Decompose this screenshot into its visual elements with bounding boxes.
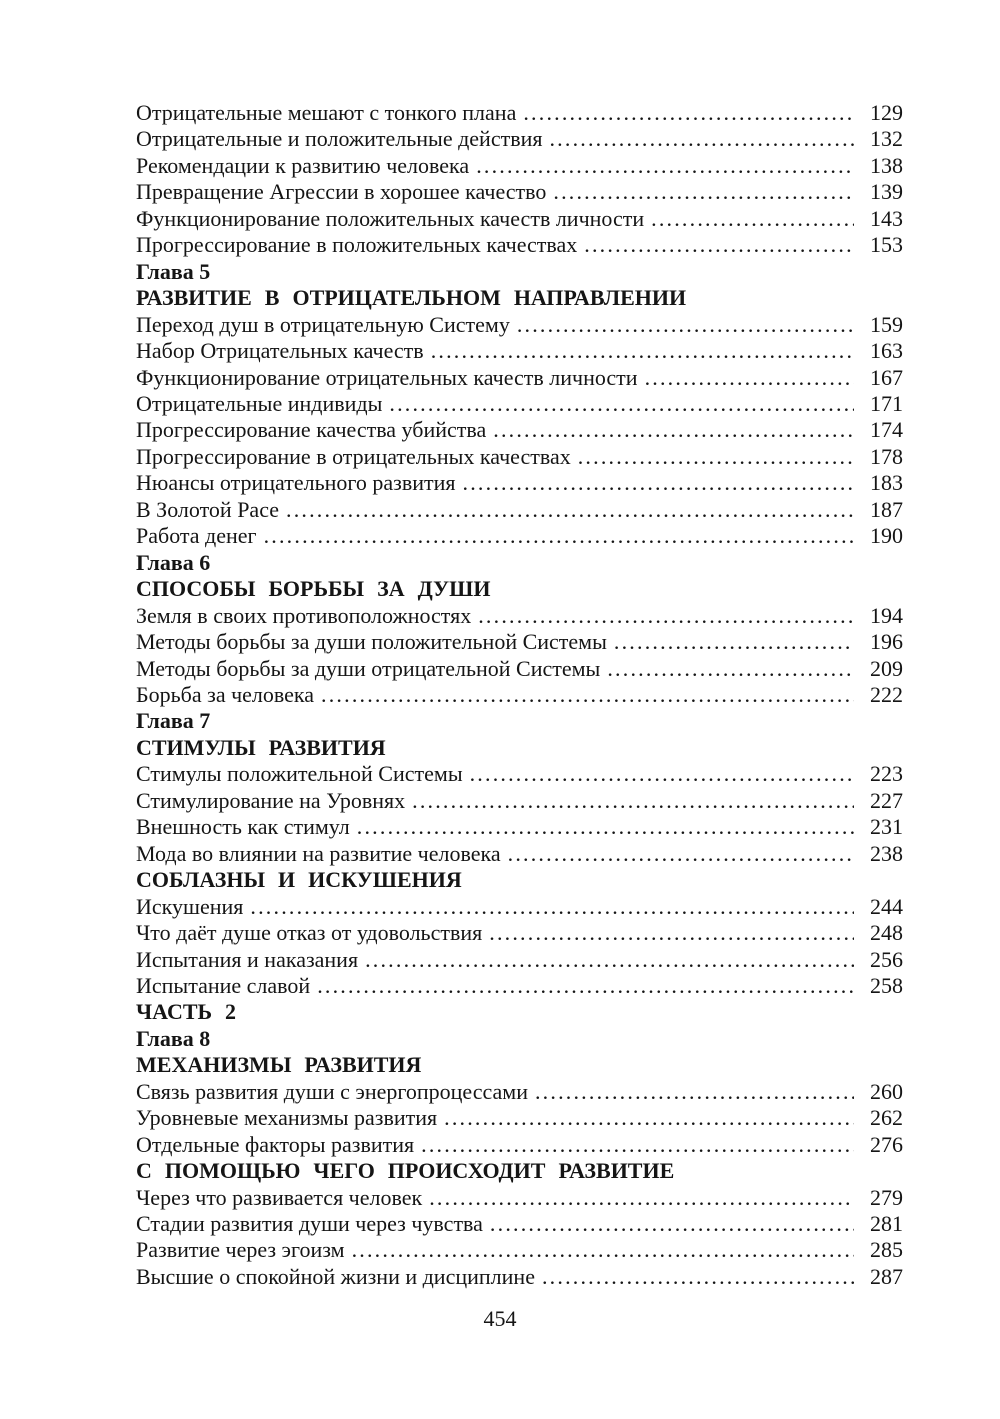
toc-entry [136,1211,903,1237]
toc-page-number: 262 [870,1105,903,1131]
toc-entry [136,973,903,999]
toc-entry-title: Прогрессирование в отрицательных качествах [136,443,571,469]
toc-entry-title: Рекомендации к развитию человека [136,152,470,178]
section-heading: СТИМУЛЫ РАЗВИТИЯ [136,734,386,760]
chapter-heading: Глава 5 [136,258,211,284]
toc-page-number: 260 [870,1078,903,1104]
toc-entry [136,603,903,629]
toc-dot-leader [508,841,854,867]
toc-page-number: 244 [870,893,903,919]
toc-entry [136,761,903,787]
toc-page-number: 194 [870,602,903,628]
toc-page-number: 132 [870,126,903,152]
toc-entry-title: Что даёт душе отказ от удовольствия [136,920,483,946]
toc-entry [136,391,903,417]
toc-entry-title: В Золотой Расе [136,496,279,522]
toc-entry [136,312,903,338]
toc-page-number: 231 [870,814,903,840]
toc-dot-leader [584,232,854,258]
toc-dot-leader [470,761,854,787]
toc-page-number: 285 [870,1237,903,1263]
toc-page-number: 159 [870,311,903,337]
chapter-heading: Глава 8 [136,1025,211,1051]
toc-dot-leader [389,391,854,417]
toc-page-number: 238 [870,840,903,866]
toc-entry-title: Внешность как стимул [136,814,350,840]
toc-page-number: 138 [870,152,903,178]
toc-entry [136,523,903,549]
toc-entry [136,365,903,391]
toc-dot-leader [421,1132,854,1158]
toc-entry-title: Функционирование отрицательных качеств личности [136,364,638,390]
toc-list [136,100,903,1290]
toc-dot-leader [463,470,854,496]
toc-entry-title: Набор Отрицательных качеств [136,338,424,364]
toc-entry-title: Испытания и наказания [136,946,359,972]
toc-entry [136,179,903,205]
toc-dot-leader [493,417,854,443]
toc-page-number: 190 [870,523,903,549]
toc-entry-title: Высшие о спокойной жизни и дисциплине [136,1263,535,1289]
toc-page-number: 287 [870,1263,903,1289]
toc-dot-leader [535,1079,854,1105]
toc-dot-leader [250,894,854,920]
toc-page-number: 174 [870,417,903,443]
toc-entry-title: Борьба за человека [136,681,315,707]
toc-entry-title: Мода во влиянии на развитие человека [136,840,501,866]
toc-entry-title: Превращение Агрессии в хорошее качество [136,179,547,205]
toc-entry-title: Связь развития души с энергопроцессами [136,1078,528,1104]
toc-entry [136,947,903,973]
toc-entry-title: Через что развивается человек [136,1184,423,1210]
toc-entry-title: Стадии развития души через чувства [136,1211,483,1237]
toc-entry-title: Стимулы положительной Системы [136,761,463,787]
toc-entry [136,417,903,443]
toc-dot-leader [645,365,854,391]
toc-entry [136,1185,903,1211]
toc-entry-title: Нюансы отрицательного развития [136,470,456,496]
toc-dot-leader [431,338,854,364]
toc-page-number: 276 [870,1131,903,1157]
toc-dot-leader [523,100,854,126]
toc-entry [136,788,903,814]
toc-entry [136,444,903,470]
chapter-heading: Глава 7 [136,708,211,734]
toc-page-number: 256 [870,946,903,972]
section-heading: СОБЛАЗНЫ И ИСКУШЕНИЯ [136,867,462,893]
toc-dot-leader [549,126,854,152]
toc-entry [136,100,903,126]
toc-dot-leader [476,153,854,179]
toc-entry [136,206,903,232]
toc-dot-leader [429,1185,854,1211]
toc-entry-title: Уровневые механизмы развития [136,1105,438,1131]
toc-dot-leader [490,1211,854,1237]
toc-page-number: 248 [870,920,903,946]
toc-dot-leader [357,814,854,840]
toc-dot-leader [517,312,854,338]
section-heading: С ПОМОЩЬЮ ЧЕГО ПРОИСХОДИТ РАЗВИТИЕ [136,1158,675,1184]
toc-entry [136,1105,903,1131]
toc-dot-leader [264,523,854,549]
toc-dot-leader [651,206,854,232]
toc-entry [136,470,903,496]
toc-entry-title: Переход душ в отрицательную Систему [136,311,510,337]
toc-page-number: 281 [870,1211,903,1237]
toc-page-number: 143 [870,205,903,231]
toc-page-number: 187 [870,496,903,522]
part-heading: ЧАСТЬ 2 [136,999,237,1025]
toc-entry [136,497,903,523]
toc-dot-leader [444,1105,854,1131]
toc-page-number: 279 [870,1184,903,1210]
toc-entry-title: Отдельные факторы развития [136,1131,415,1157]
toc-entry [136,1264,903,1290]
toc-entry-title: Методы борьбы за души отрицательной Системы [136,655,601,681]
toc-entry [136,814,903,840]
toc-dot-leader [352,1237,854,1263]
toc-entry-title: Стимулирование на Уровнях [136,787,406,813]
toc-entry [136,920,903,946]
toc-dot-leader [317,973,854,999]
toc-entry-title: Прогрессирование качества убийства [136,417,487,443]
toc-entry [136,153,903,179]
toc-page-number: 209 [870,655,903,681]
toc-page-number: 171 [870,390,903,416]
toc-dot-leader [542,1264,854,1290]
toc-entry-title: Отрицательные мешают с тонкого плана [136,100,517,125]
toc-page-number: 258 [870,972,903,998]
toc-entry [136,1132,903,1158]
toc-entry [136,841,903,867]
toc-dot-leader [489,920,854,946]
toc-entry-title: Искушения [136,893,244,919]
toc-entry-title: Испытание славой [136,972,311,998]
section-heading: МЕХАНИЗМЫ РАЗВИТИЯ [136,1052,422,1078]
toc-page-number: 183 [870,470,903,496]
toc-entry [136,656,903,682]
toc-page-number: 223 [870,761,903,787]
toc-dot-leader [607,656,854,682]
toc-page-number: 227 [870,787,903,813]
toc-page [136,100,903,1290]
toc-page-number: 153 [870,232,903,258]
section-heading: СПОСОБЫ БОРЬБЫ ЗА ДУШИ [136,576,491,602]
toc-entry-title: Работа денег [136,523,257,549]
toc-dot-leader [614,629,854,655]
toc-page-number: 129 [870,100,903,125]
toc-page-number: 196 [870,629,903,655]
toc-entry [136,894,903,920]
toc-entry [136,126,903,152]
toc-dot-leader [553,179,854,205]
toc-entry [136,1079,903,1105]
toc-entry-title: Развитие через эгоизм [136,1237,345,1263]
toc-entry-title: Земля в своих противоположностях [136,602,472,628]
toc-dot-leader [286,497,854,523]
toc-page-number: 222 [870,681,903,707]
toc-entry [136,338,903,364]
toc-dot-leader [365,947,854,973]
toc-dot-leader [578,444,854,470]
toc-entry-title: Отрицательные и положительные действия [136,126,543,152]
toc-dot-leader [478,603,854,629]
toc-dot-leader [412,788,854,814]
chapter-heading: Глава 6 [136,549,211,575]
toc-entry [136,629,903,655]
toc-entry-title: Функционирование положительных качеств личности [136,205,645,231]
section-heading: РАЗВИТИЕ В ОТРИЦАТЕЛЬНОМ НАПРАВЛЕНИИ [136,285,687,311]
toc-page-number: 139 [870,179,903,205]
toc-entry [136,1237,903,1263]
toc-entry [136,682,903,708]
toc-page-number: 163 [870,338,903,364]
toc-entry [136,232,903,258]
toc-page-number: 178 [870,443,903,469]
toc-page-number: 167 [870,364,903,390]
toc-dot-leader [321,682,854,708]
toc-entry-title: Отрицательные индивиды [136,390,383,416]
page-number-footer: 454 [483,1306,517,1331]
toc-entry-title: Прогрессирование в положительных качествах [136,232,578,258]
toc-entry-title: Методы борьбы за души положительной Системы [136,629,607,655]
